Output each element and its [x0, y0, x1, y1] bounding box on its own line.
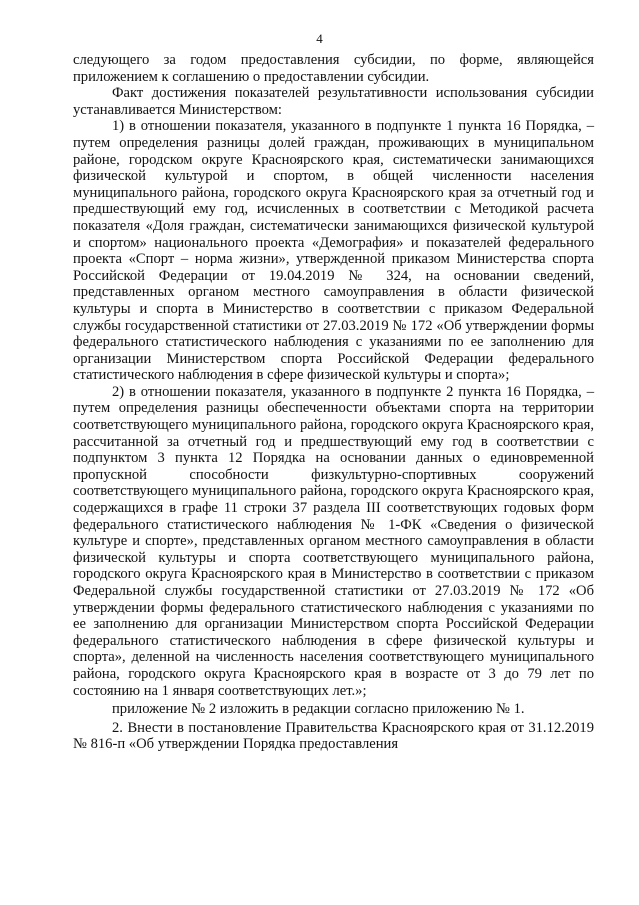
- paragraph-indicator-2: 2) в отношении показателя, указанного в подпункте 2 пункта 16 Порядка, – путем определения разницы обеспеченности объектами спорта на территории соответствующего муниципального района, городского округа Красноярского края, рассчитанной за отчетный год и предшествующий ему год в соответствии с подпунктом 3 пункта 12 Порядка на основании данных о единовременной пропускной способности физкультурно-спортивных сооружений соответствующего муниципального района, городского округа Красноярского края, содержащихся в графе 11 строки 37 раздела III соответствующих годовых форм федерального статистического наблюдения № 1-ФК «Сведения о физической культуре и спорте», представленных органом местного самоуправления в области физической культуры и спорта соответствующего муниципального района, городского округа Красноярского края в Министерство в соответствии с приказом Федеральной службы государственной статистики от 27.03.2019 № 172 «Об утверждении формы федерального статистического наблюдения с указаниями по ее заполнению для организации Министерством спорта Российской Федерации федерального статистического наблюдения в сфере физической культуры и спорта», деленной на численность населения соответствующего муниципального района, городского округа Красноярского края в возрасте от 3 до 79 лет по состоянию на 1 января соответствующих лет.»;: [73, 383, 594, 699]
- paragraph-subsidy-report-form: следующего за годом предоставления субсидии, по форме, являющейся приложением к соглашению о предоставлении субсидии.: [73, 52, 594, 85]
- document-body: [73, 52, 594, 753]
- page-number: 4: [316, 31, 323, 46]
- paragraph-appendix-2: приложение № 2 изложить в редакции согласно приложению № 1.: [112, 701, 525, 718]
- paragraph-indicator-assessment: Факт достижения показателей результативности использования субсидии устанавливается Министерством:: [73, 85, 594, 118]
- paragraph-item-2: 2. Внести в постановление Правительства Красноярского края от 31.12.2019 № 816-п «Об утверждении Порядка предоставления: [73, 719, 594, 753]
- paragraph-indicator-1: 1) в отношении показателя, указанного в подпункте 1 пункта 16 Порядка, – путем определения разницы долей граждан, проживающих в муниципальном районе, городском округе Красноярского края, систематически занимающихся физической культурой и спортом, в общей численности населения муниципального района, городского округа Красноярского края за отчетный год и предшествующий ему год, исчисленных в соответствии с Методикой расчета показателя «Доля граждан, систематически занимающихся физической культурой и спортом» национального проекта «Демография» и показателей федерального проекта «Спорт – норма жизни», утвержденной приказом Министерства спорта Российской Федерации от 19.04.2019 № 324, на основании сведений, представленных органом местного самоуправления в области физической культуры и спорта в Министерство в соответствии с приказом Федеральной службы государственной статистики от 27.03.2019 № 172 «Об утверждении формы федерального статистического наблюдения с указаниями по ее заполнению для организации Министерством спорта Российской Федерации федерального статистического наблюдения в сфере физической культуры и спорта»;: [73, 118, 594, 384]
